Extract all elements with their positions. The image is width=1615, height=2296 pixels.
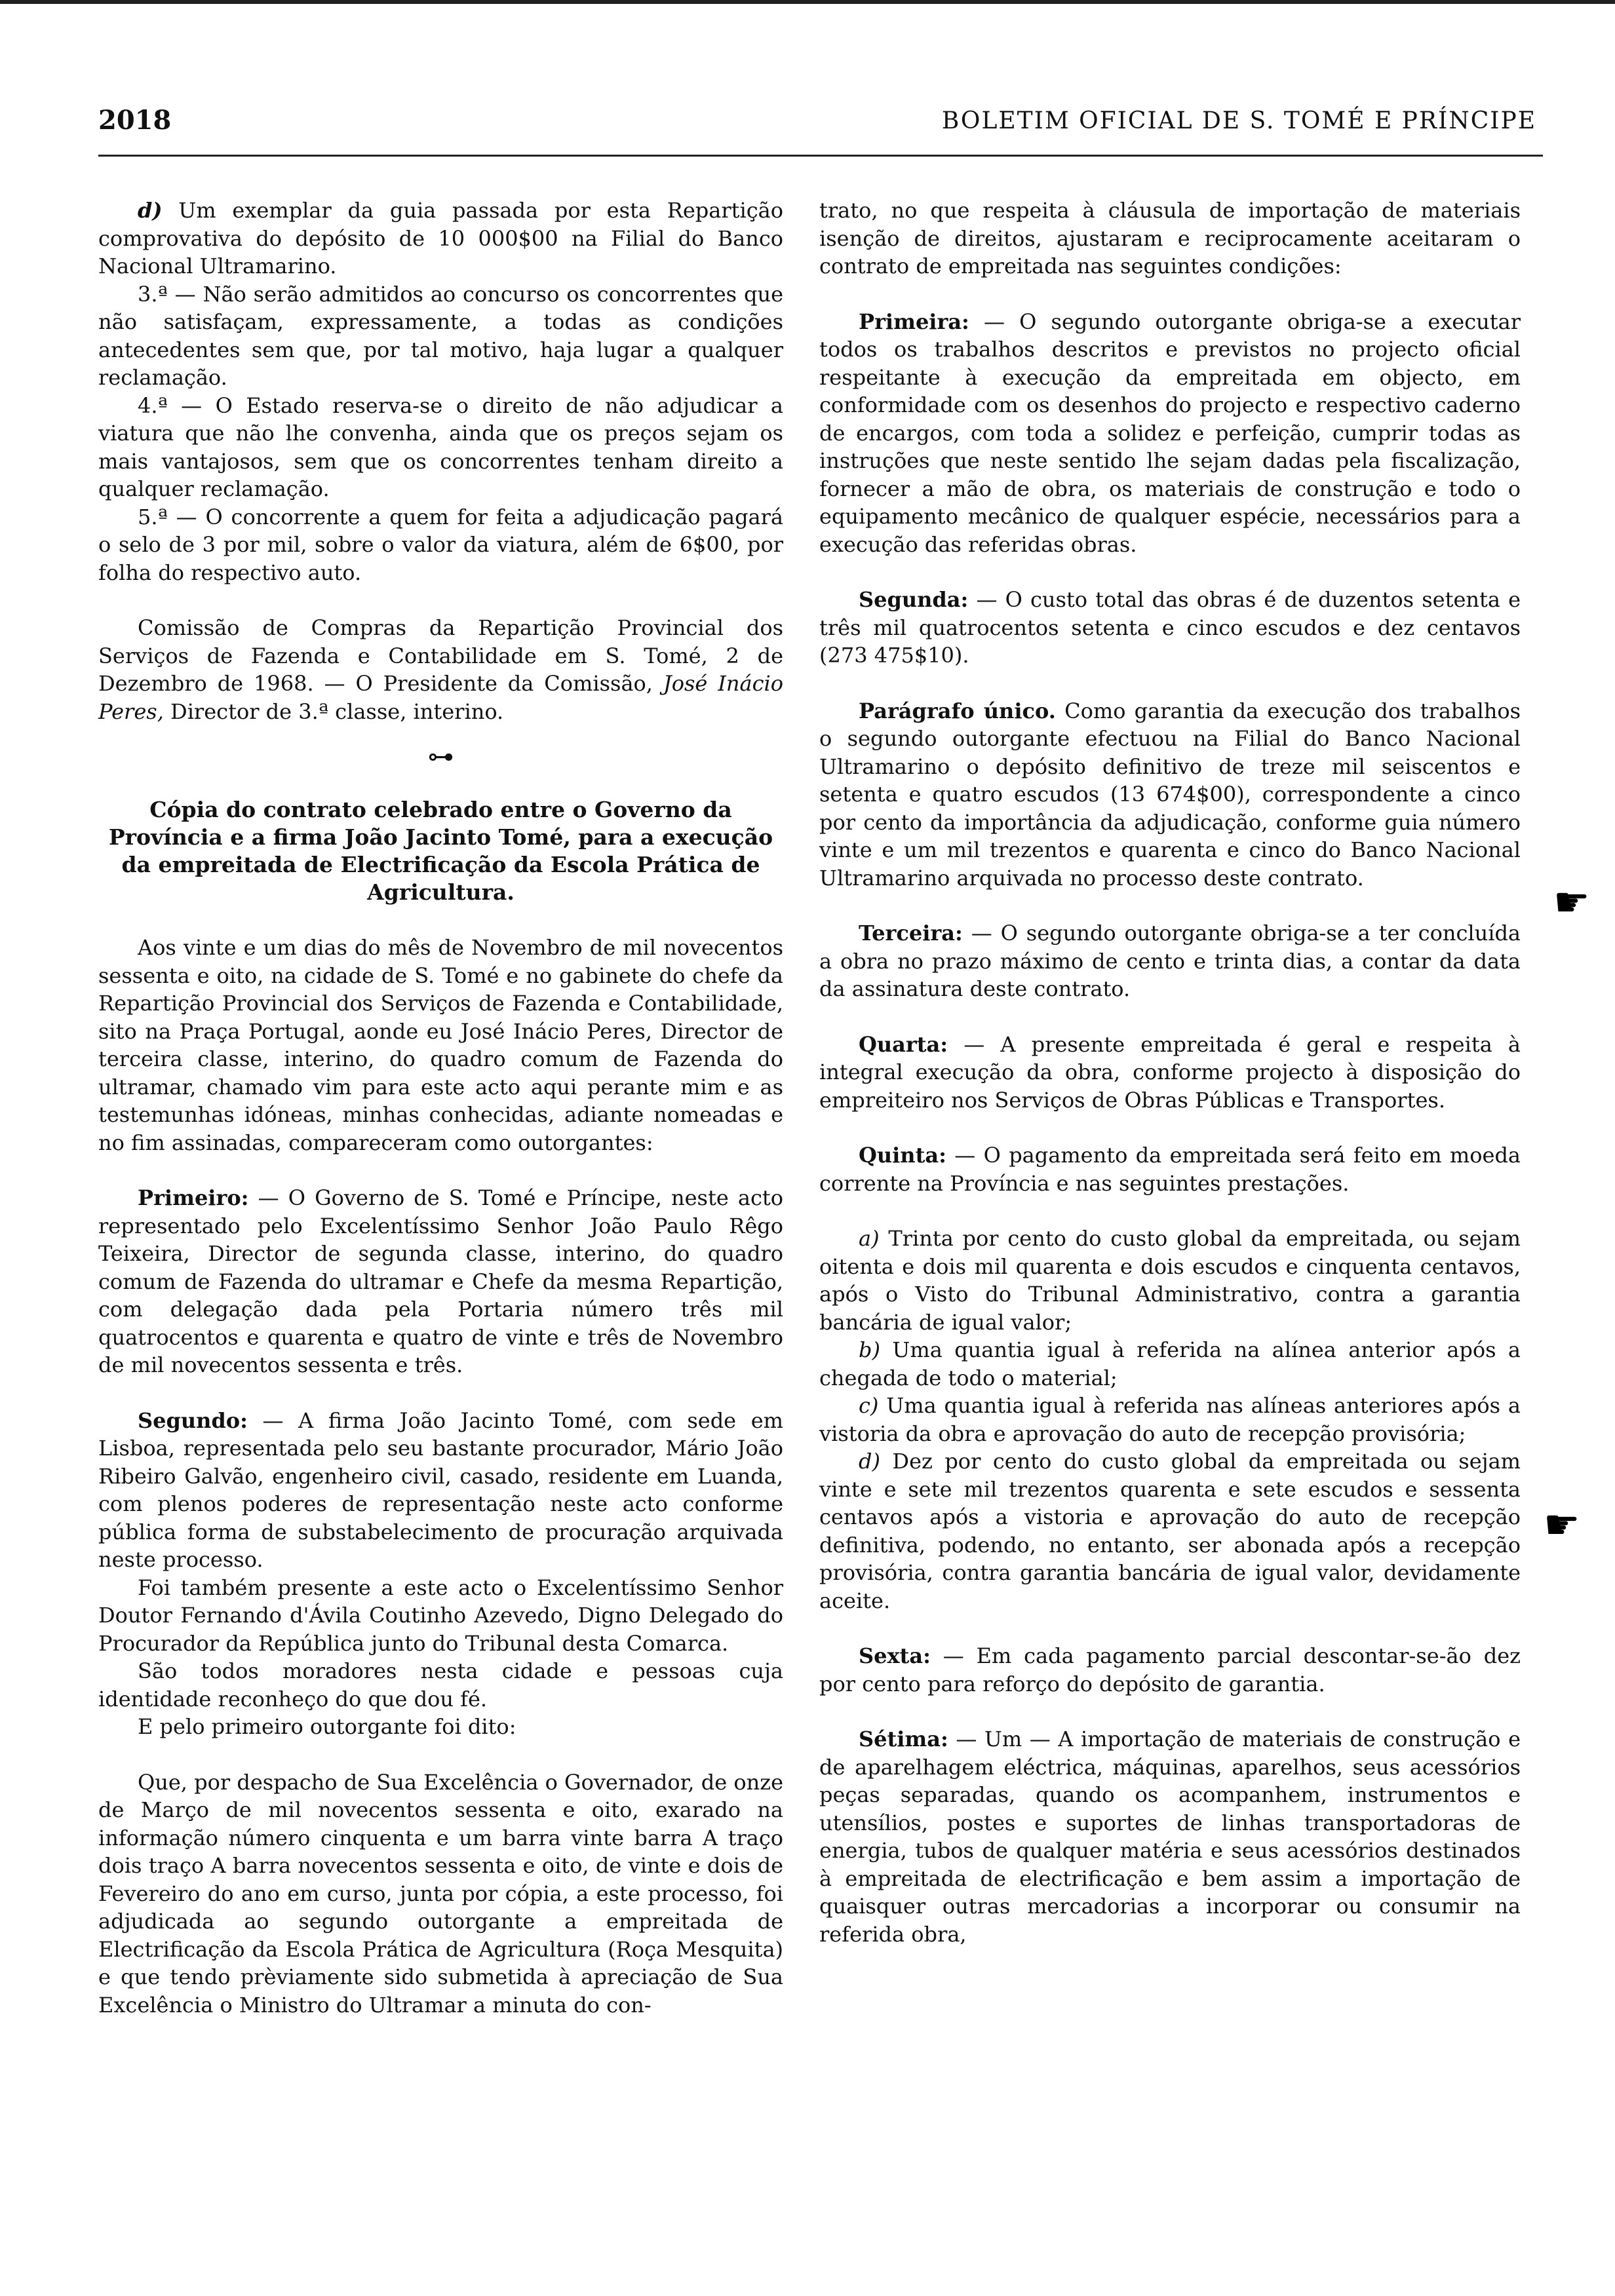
page-number: 2018 — [98, 105, 172, 136]
installment-b-label: b) — [859, 1337, 880, 1362]
condition-sexta — [819, 1642, 1521, 1698]
installment-d-text: Dez por cento do custo global da empreitada ou sejam vinte e sete mil trezentos quarenta e sete escudos e sessenta centavos após a vistoria e aprovação do auto de recepção definitiva, podendo, no entanto, ser abonada após a recepção provisória, contra garantia bancária de igual valor, devidamente aceite. — [819, 1449, 1521, 1613]
terceira-label: Terceira: — [859, 921, 963, 946]
clause-4: 4.ª — O Estado reserva-se o direito de não adjudicar a viatura que não lhe convenha, ainda que os preços sejam os mais vantajosos, sem que os concorrentes tenham direito a qualquer reclamação. — [98, 392, 783, 501]
sexta-label: Sexta: — [859, 1643, 931, 1668]
sexta-text: — Em cada pagamento parcial descontar-se-ão dez por cento para reforço do depósito de garantia. — [819, 1643, 1521, 1696]
installment-c-label: c) — [859, 1393, 879, 1418]
clause-d-label: d) — [138, 198, 163, 223]
residents-paragraph: São todos moradores nesta cidade e pessoas cuja identidade reconheço do que dou fé. — [98, 1658, 783, 1712]
party-segundo — [98, 1407, 783, 1574]
setima-label: Sétima: — [859, 1727, 948, 1751]
segunda-text: — O custo total das obras é de duzentos setenta e três mil quatrocentos setenta e cinco escudos e dez centavos (273 475$10). — [819, 587, 1521, 668]
page-header — [98, 105, 1536, 151]
installment-d-label: d) — [859, 1449, 880, 1474]
setima-text: — Um — A importação de materiais de construção e de aparelhagem eléctrica, máquinas, aparelhos, seus acessórios peças separadas, quando os acompanhem, instrumentos e utensílios, postes e suportes de linhas transportadoras de energia, tubos de qualquer matéria e seus acessórios destinados à empreitada de electrificação e bem assim a importação de quaisquer outras mercadorias a incorporar ou consumir na referida obra, — [819, 1727, 1521, 1947]
paragrafo-unico — [819, 697, 1521, 892]
installment-a — [819, 1225, 1521, 1336]
party-primeiro — [98, 1184, 783, 1379]
paragrafo-text: Como garantia da execução dos trabalhos o segundo outorgante efectuou na Filial do Banco Nacional Ultramarino o depósito definitivo de treze mil seiscentos e setenta e quatro escudos (13 674$00), correspondente a cinco por cento da importância da adjudicação, conforme guia número vinte e um mil trezentos e quarenta e cinco do Banco Nacional Ultramarino arquivada no processo deste contrato. — [819, 698, 1521, 890]
paragrafo-label: Parágrafo único. — [859, 698, 1056, 723]
signoff-role: Director de 3.ª classe, interino. — [170, 698, 504, 724]
segunda-label: Segunda: — [859, 587, 969, 612]
clause-5: 5.ª — O concorrente a quem for feita a adjudicação pagará o selo de 3 por mil, sobre o valor da viatura, além de 6$00, por folha do respectivo auto. — [98, 504, 783, 585]
installment-a-label: a) — [859, 1226, 880, 1251]
running-title: BOLETIM OFICIAL DE S. TOMÉ E PRÍNCIPE — [941, 107, 1536, 134]
primeiro-text: — O Governo de S. Tomé e Príncipe, neste acto representado pelo Excelentíssimo Senhor João Paulo Rêgo Teixeira, Director de segunda classe, interino, do quadro comum de Fazenda do ultramar e Chefe da mesma Repartição, com delegação dada pela Portaria número três mil quatrocentos e quarenta e quatro de vinte e três de Novembro de mil novecentos sessenta e três. — [98, 1185, 783, 1377]
clause-d-text: Um exemplar da guia passada por esta Repartição comprovativa do depósito de 10 000$00 na Filial do Banco Nacional Ultramarino. — [98, 198, 784, 278]
condition-primeira — [819, 308, 1521, 559]
terceira-text: — O segundo outorgante obriga-se a ter concluída a obra no prazo máximo de cento e trinta dias, a contar da data da assinatura deste contrato. — [819, 921, 1521, 1001]
condition-terceira — [819, 919, 1521, 1003]
segundo-text: — A firma João Jacinto Tomé, com sede em Lisboa, representada pelo seu bastante procurador, Mário João Ribeiro Galvão, engenheiro civil, casado, residente em Luanda, com plenos poderes de representação neste acto conforme pública forma de substabelecimento de procuração arquivada neste processo. — [98, 1407, 784, 1572]
clause-d — [98, 197, 783, 280]
top-edge-line — [0, 0, 1615, 4]
quinta-text: — O pagamento da empreitada será feito em moeda corrente na Província e nas seguintes prestações. — [819, 1143, 1521, 1196]
continuation-paragraph: trato, no que respeita à cláusula de importação de materiais isenção de direitos, ajustaram e reciprocamente aceitaram o contrato de empreitada nas seguintes condições: — [819, 198, 1521, 278]
installment-d — [819, 1447, 1521, 1615]
witness-paragraph: Foi também presente a este acto o Excelentíssimo Senhor Doutor Fernando d'Ávila Coutinho Azevedo, Digno Delegado do Procurador da República junto do Tribunal desta Comarca. — [98, 1575, 783, 1656]
quarta-text: — A presente empreitada é geral e respeita à integral execução da obra, conforme projecto à disposição do empreiteiro nos Serviços de Obras Públicas e Transportes. — [819, 1031, 1521, 1113]
signoff-name: José Inácio Peres, — [98, 671, 784, 724]
primeira-text: — O segundo outorgante obriga-se a executar todos os trabalhos descritos e previstos no projecto oficial respeitante à execução da empreitada em objecto, em conformidade com os desenhos do projecto e respectivo caderno de encargos, com toda a solidez e perfeição, cumprir todas as instruções que neste sentido lhe sejam dadas pela fiscalização, fornecer a mão de obra, os materiais de construção e todo o equipamento mecânico de qualquer espécie, necessários para a execução das referidas obras. — [819, 309, 1521, 557]
condition-setima — [819, 1725, 1521, 1948]
primeiro-label: Primeiro: — [138, 1185, 249, 1210]
installment-b-text: Uma quantia igual à referida na alínea anterior após a chegada de todo o material; — [819, 1337, 1521, 1390]
pointing-hand-icon-2: ☛ — [1544, 1501, 1580, 1548]
right-column — [819, 197, 1521, 1948]
declaration-intro: E pelo primeiro outorgante foi dito: — [138, 1714, 516, 1739]
signoff-text: Comissão de Compras da Repartição Provincial dos Serviços de Fazenda e Contabilidade em S. Tomé, 2 de Dezembro de 1968. — O Presidente da Comissão, — [98, 615, 783, 696]
segundo-label: Segundo: — [138, 1407, 248, 1433]
installment-c — [819, 1392, 1521, 1447]
primeira-label: Primeira: — [859, 309, 969, 334]
clause-3: 3.ª — Não serão admitidos ao concurso os concorrentes que não satisfaçam, expressamente, a todas as condições antecedentes sem que, por tal motivo, haja lugar a qualquer reclamação. — [98, 281, 783, 390]
despacho-paragraph: Que, por despacho de Sua Excelência o Governador, de onze de Março de mil novecentos sessenta e oito, exarado na informação número cinquenta e um barra vinte barra A traço dois traço A barra novecentos sessenta e oito, de vinte e dois de Fevereiro do ano em curso, junta por cópia, a este processo, foi adjudicada ao segundo outorgante a empreitada de Electrificação da Escola Prática de Agricultura (Roça Mesquita) e que tendo prèviamente sido submetida à apreciação de Sua Excelência o Ministro do Ultramar a minuta do con- — [98, 1769, 783, 2018]
pointing-hand-icon: ☛ — [1553, 878, 1590, 926]
header-rule — [98, 155, 1543, 157]
condition-quarta — [819, 1031, 1521, 1115]
contract-intro: Aos vinte e um dias do mês de Novembro de mil novecentos sessenta e oito, na cidade de S. Tomé e no gabinete do chefe da Repartição Provincial dos Serviços de Fazenda e Contabilidade, sito na Praça Portugal, aonde eu José Inácio Peres, Director de terceira classe, interino, do quadro comum de Fazenda do ultramar, chamado vim para este acto aqui perante mim e as testemunhas idóneas, minhas conhecidas, adiante nomeadas e no fim assinadas, compareceram como outorgantes: — [98, 935, 783, 1155]
quarta-label: Quarta: — [859, 1031, 948, 1057]
condition-segunda — [819, 586, 1521, 670]
section-ornament: ⊶ — [427, 742, 454, 772]
installment-b — [819, 1336, 1521, 1392]
installment-c-text: Uma quantia igual à referida nas alíneas anteriores após a vistoria da obra e aprovação do auto de recepção provisória; — [819, 1393, 1521, 1446]
installment-a-text: Trinta por cento do custo global da empreitada, ou sejam oitenta e dois mil quarenta e dois escudos e cinquenta centavos, após o Visto do Tribunal Administrativo, contra a garantia bancária de igual valor; — [819, 1226, 1521, 1335]
left-column — [98, 197, 783, 2019]
condition-quinta — [819, 1141, 1521, 1197]
contract-title: Cópia do contrato celebrado entre o Governo da Província e a firma João Jacinto Tomé, para a execução da empreitada de Electrificação da Escola Prática de Agricultura. — [108, 797, 773, 905]
signoff — [98, 614, 783, 725]
quinta-label: Quinta: — [859, 1143, 946, 1168]
